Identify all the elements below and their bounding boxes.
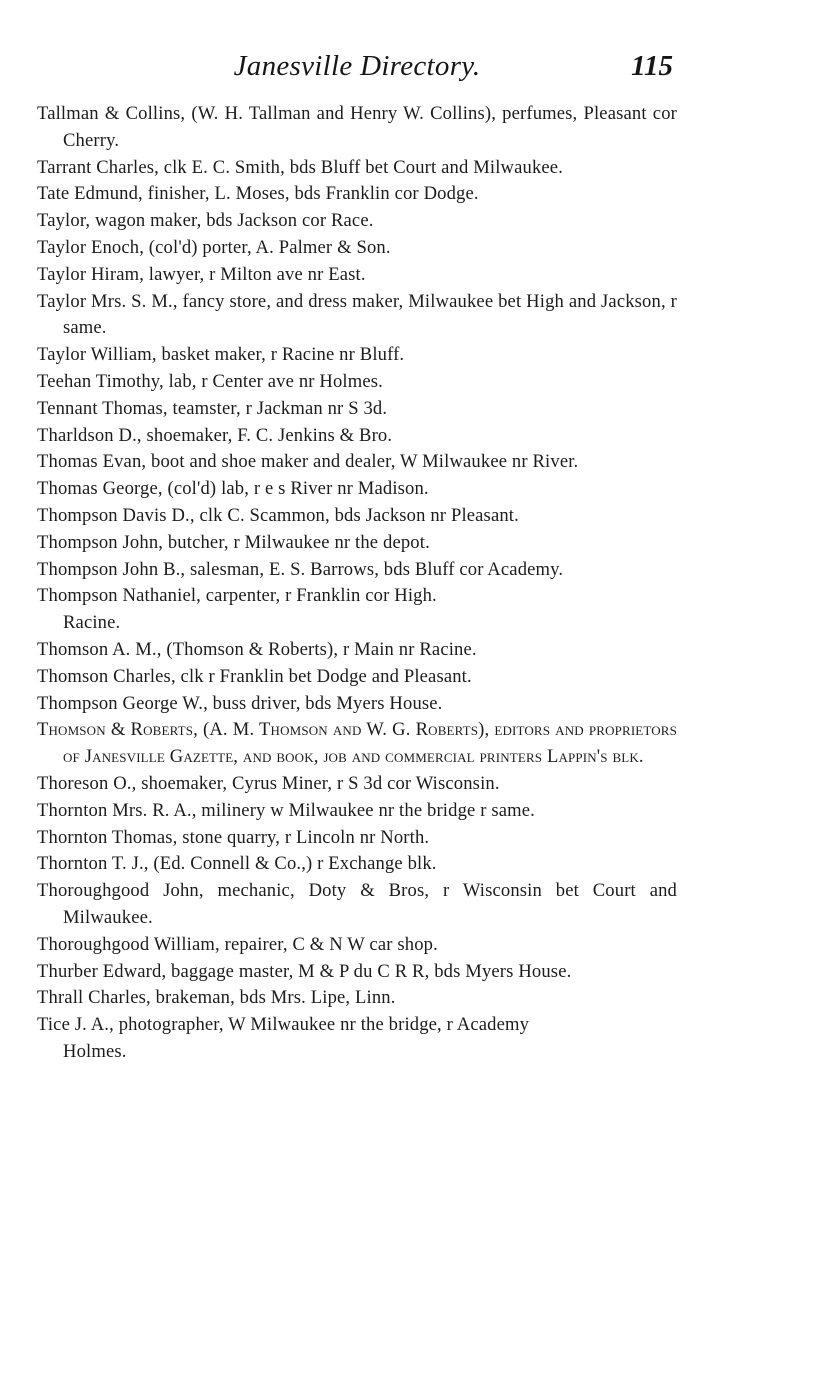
directory-entry: Tice J. A., photographer, W Milwaukee nr the bridge, r Academy [37,1014,530,1036]
page-number: 115 [631,50,673,82]
directory-entry: Tarrant Charles, clk E. C. Smith, bds Bluff bet Court and Milwaukee. [37,156,563,178]
directory-entry: Tallman & Collins, (W. H. Tallman and Henry W. Collins), perfumes, Pleasant cor Cherry. [37,103,677,151]
directory-entry: Taylor, wagon maker, bds Jackson cor Race. [37,210,374,232]
directory-entry: Thurber Edward, baggage master, M & P du C R R, bds Myers House. [37,960,572,982]
directory-entry-continuation: Holmes. [63,1040,127,1062]
page-header [37,50,677,92]
directory-page [37,50,677,1066]
directory-entry: Tharldson D., shoemaker, F. C. Jenkins & Bro. [37,424,393,446]
directory-entry: Thoroughgood John, mechanic, Doty & Bros, r Wisconsin bet Court and Milwaukee. [37,880,677,928]
directory-entry: Thompson John, butcher, r Milwaukee nr the depot. [37,531,430,553]
directory-entry: Thomson Charles, clk r Franklin bet Dodge and Pleasant. [37,665,472,687]
directory-entry: Taylor Hiram, lawyer, r Milton ave nr East. [37,263,366,285]
directory-entry: Thomson A. M., (Thomson & Roberts), r Main nr Racine. [37,638,477,660]
directory-entry: Taylor William, basket maker, r Racine nr Bluff. [37,344,405,366]
directory-entry: Thompson Nathaniel, carpenter, r Franklin cor High. [37,585,437,607]
directory-entry: Thomas Evan, boot and shoe maker and dealer, W Milwaukee nr River. [37,451,579,473]
directory-entry: Thompson George W., buss driver, bds Myers House. [37,692,443,714]
directory-entry-continuation: Racine. [63,612,121,634]
directory-entry: Thornton Mrs. R. A., milinery w Milwaukee nr the bridge r same. [37,799,535,821]
running-title: Janesville Directory. [233,50,481,82]
directory-entry: Thrall Charles, brakeman, bds Mrs. Lipe, Linn. [37,987,396,1009]
directory-entry: Thornton Thomas, stone quarry, r Lincoln nr North. [37,826,430,848]
directory-entry: Tate Edmund, finisher, L. Moses, bds Franklin cor Dodge. [37,183,479,205]
directory-entry: Thoreson O., shoemaker, Cyrus Miner, r S 3d cor Wisconsin. [37,772,500,794]
directory-entries [37,101,677,1066]
directory-entry-business: Thomson & Roberts, (A. M. Thomson and W. G. Roberts), editors and proprietors of Janesville Gazette, and book, job and commercial printers Lappin's blk. [37,719,677,768]
directory-entry: Teehan Timothy, lab, r Center ave nr Holmes. [37,370,383,392]
directory-entry: Thompson Davis D., clk C. Scammon, bds Jackson nr Pleasant. [37,504,519,526]
directory-entry: Taylor Enoch, (col'd) porter, A. Palmer & Son. [37,236,391,258]
directory-entry: Taylor Mrs. S. M., fancy store, and dress maker, Milwaukee bet High and Jackson, r same. [37,290,677,339]
directory-entry: Thompson John B., salesman, E. S. Barrows, bds Bluff cor Academy. [37,558,564,580]
directory-entry: Thoroughgood William, repairer, C & N W car shop. [37,933,438,955]
directory-entry: Thomas George, (col'd) lab, r e s River nr Madison. [37,478,429,500]
directory-entry: Tennant Thomas, teamster, r Jackman nr S 3d. [37,397,388,419]
directory-entry: Thornton T. J., (Ed. Connell & Co.,) r Exchange blk. [37,853,437,875]
